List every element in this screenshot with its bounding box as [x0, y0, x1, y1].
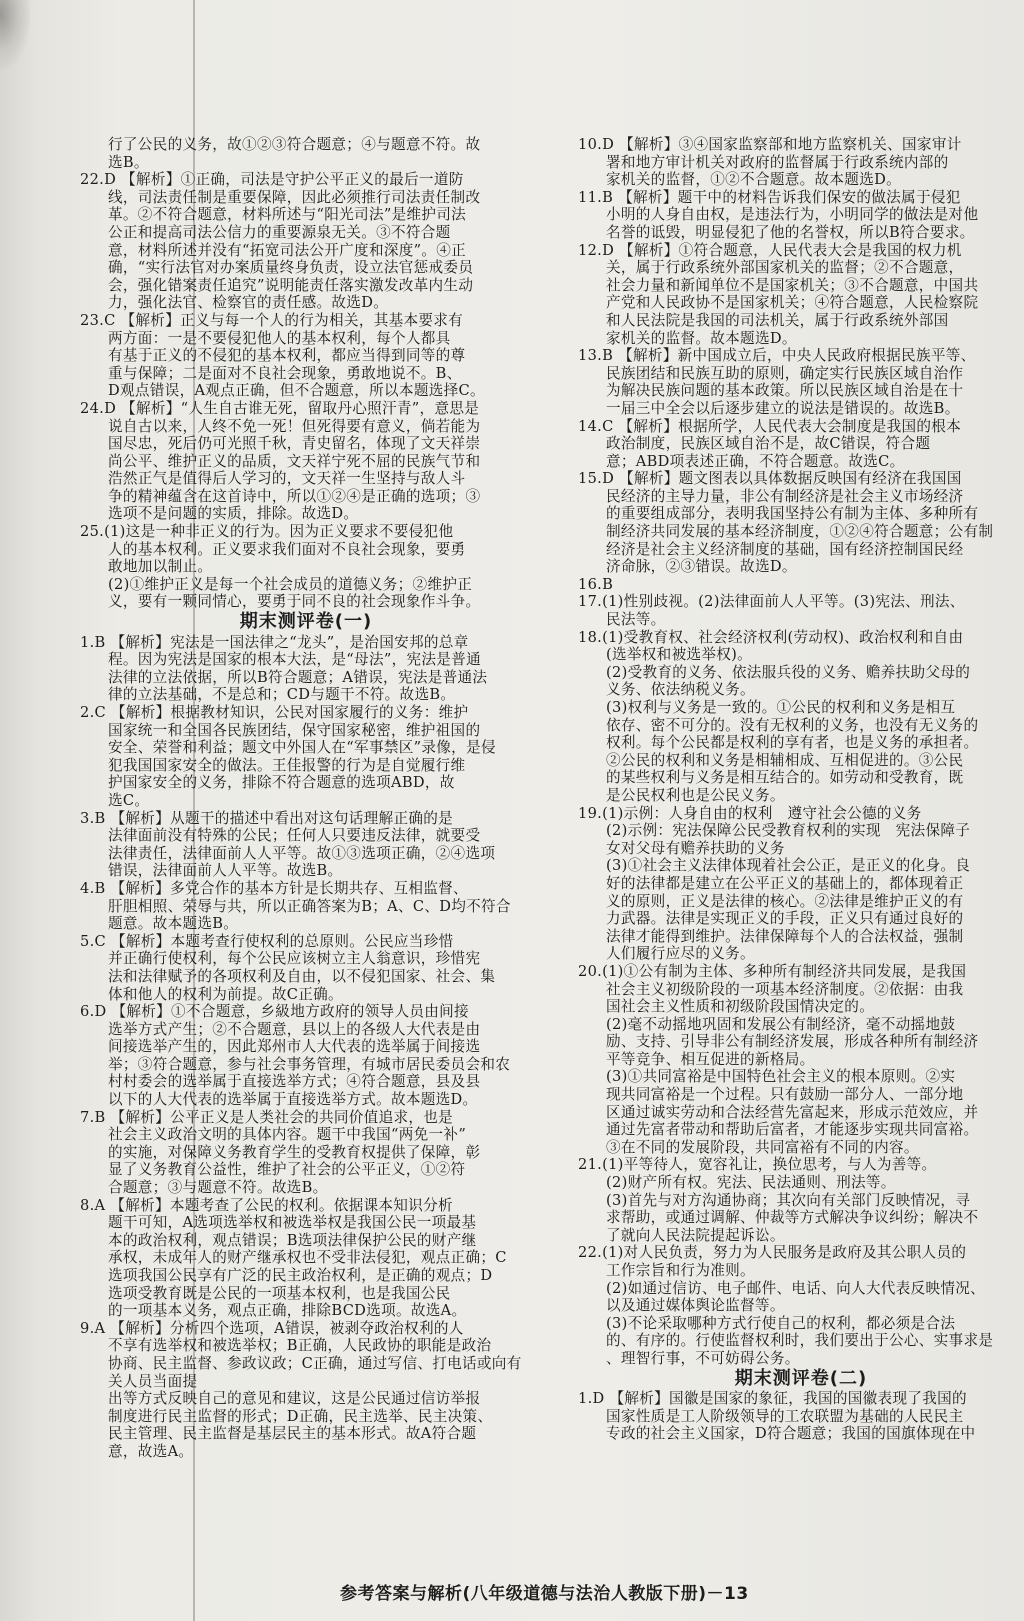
answer-line: 选C。	[108, 791, 150, 809]
answer-line: 两方面：一是不要侵犯他人的基本权利，每个人都具	[108, 329, 451, 347]
answer-line: 21.(1)平等待人，宽容礼让，换位思考，与人为善等。	[578, 1156, 937, 1174]
answer-line: 有基于正义的不侵犯的基本权利，都应当得到同等的尊	[108, 347, 466, 365]
answer-line: 22.(1)对人民负责，努力为人民服务是政府及其公职人员的	[578, 1244, 967, 1262]
answer-line: 18.(1)受教育权、社会经济权利(劳动权)、政治权利和自由	[578, 628, 964, 646]
page-footer: 参考答案与解析(八年级道德与法治人教版下册)－13	[340, 1584, 749, 1604]
answer-line: 革。②不符合题意，材料所述与“阳光司法”是维护司法	[108, 206, 467, 224]
answer-line: 7.B 【解析】公平正义是人类社会的共同价值追求，也是	[80, 1108, 454, 1126]
answer-line: 律的立法基础，不是总和；CD与题干不符。故选B。	[108, 686, 456, 704]
answer-line: 家机关的监督。故本题选D。	[606, 329, 797, 347]
answer-line: 24.D 【解析】“人生自古谁无死，留取丹心照汗青”，意思是	[80, 399, 480, 417]
answer-line: 工作宗旨和行为准则。	[606, 1262, 755, 1279]
answer-line: 民族团结和民族互助的原则，确定实行民族区域自治作	[606, 364, 964, 382]
answer-line: 肝胆相照、荣辱与共，所以正确答案为B；A、C、D均不符合	[108, 897, 511, 915]
answer-line: (3)权利与义务是一致的。①公民的权利和义务是相互	[606, 699, 956, 716]
answer-line: 依存、密不可分的。没有无权利的义务，也没有无义务的	[606, 716, 979, 734]
answer-line: 错误，法律面前人人平等。故选B。	[108, 862, 343, 880]
answer-line: 题意。故本题选B。	[108, 915, 239, 933]
answer-line: 法律的立法依据，所以B符合题意；A错误，宪法是普通法	[108, 668, 488, 686]
answer-line: 13.B 【解析】新中国成立后，中央人民政府根据民族平等、	[578, 347, 976, 365]
answer-line: 政治制度，民族区域自治不是，故C错误，符合题	[606, 435, 931, 453]
answer-line: 体和他人的权利为前提。故C正确。	[108, 985, 343, 1003]
answer-line: 法和法律赋予的各项权利及自由，以不侵犯国家、社会、集	[108, 967, 496, 985]
answer-line: 的重要组成部分，表明我国坚持公有制为主体、多种所有	[606, 505, 979, 523]
answer-line: D观点错误，A观点正确，但不合题意，所以本题选择C。	[108, 382, 485, 400]
answer-line: 并正确行使权利，每个公民应该树立主人翁意识，珍惜宪	[108, 950, 481, 968]
answer-line: 区通过诚实劳动和合法经营先富起来，形成示范效应，并	[606, 1103, 979, 1121]
answer-line: (选举权和被选举权)。	[606, 646, 753, 664]
answer-line: ②公民的权利和义务是相辅相成、互相促进的。③公民	[606, 751, 964, 769]
answer-line: 说自古以来，人终不免一死！但死得要有意义，倘若能为	[108, 417, 481, 435]
answer-line: 社会力量和新闻单位不是国家机关；③不合题意，中国共	[606, 276, 979, 294]
answer-line: 女对父母有赡养扶助的义务	[606, 839, 785, 857]
answer-line: 15.D 【解析】题文图表以具体数据反映国有经济在我国国	[578, 470, 962, 488]
answer-line: (3)①共同富裕是中国特色社会主义的根本原则。②实	[606, 1068, 956, 1086]
answer-line: 现共同富裕是一个过程。只有鼓励一部分人、一部分地	[606, 1086, 964, 1104]
answer-line: 护国家安全的义务，排除不符合题意的选项ABD，故	[108, 774, 455, 792]
answer-line: 求帮助，或通过调解、仲裁等方式解决争议纠纷；解决不	[606, 1209, 979, 1227]
answer-line: ③在不同的发展阶段，共同富裕有不同的内容。	[606, 1138, 919, 1156]
answer-line: 间接选举产生的，因此郑州市人大代表的选举属于间接选	[108, 1038, 481, 1056]
answer-line: 力武器。法律是实现正义的手段，正义只有通过良好的	[606, 910, 964, 928]
answer-line: 3.B 【解析】从题干的描述中看出对这句话理解正确的是	[80, 809, 454, 827]
answer-line: 5.C 【解析】本题考查行使权利的总原则。公民应当珍惜	[80, 932, 454, 950]
answer-line: 2.C 【解析】根据教材知识，公民对国家履行的义务：维护	[80, 704, 469, 721]
answer-line: (2)毫不动摇地巩固和发展公有制经济，毫不动摇地鼓	[606, 1015, 956, 1033]
answer-line: 经济是社会主义经济制度的基础，国有经济控制国民经	[606, 540, 964, 558]
answer-line: 6.D 【解析】①不合题意，乡級地方政府的领导人员由间接	[80, 1003, 469, 1021]
answer-line: (2)如通过信访、电子邮件、电话、向人大代表反映情况、	[606, 1279, 986, 1297]
answer-line: 人的基本权利。正义要求我们面对不良社会现象，要勇	[108, 540, 466, 558]
answer-line: 选项我国公民享有广泛的民主政治权利，是正确的观点；D	[108, 1267, 493, 1284]
answer-line: 20.(1)①公有制为主体、多种所有制经济共同发展，是我国	[578, 962, 967, 980]
answer-line: 国家性质是工人阶级领导的工农联盟为基础的人民民主	[606, 1407, 964, 1425]
answer-line: 民经济的主导力量，非公有制经济是社会主义市场经济	[606, 487, 964, 505]
answer-line: 义务、依法纳税义务。	[606, 681, 755, 699]
answer-line: 11.B 【解析】题干中的材料告诉我们保安的做法属于侵犯	[578, 188, 961, 206]
answer-line: 选项不是问题的实质，排除。故选D。	[108, 505, 359, 523]
answer-line: (2)①维护正义是每一个社会成员的道德义务；②维护正	[108, 575, 473, 593]
page-corner-shadow	[0, 0, 30, 70]
answer-line: 署和地方审计机关对政府的监督属于行政系统内部的	[606, 153, 949, 171]
left-answer-column	[80, 136, 532, 1461]
answer-line: (2)财产所有权。宪法、民法通则、刑法等。	[606, 1174, 896, 1192]
answer-line: 的某些权利与义务是相互结合的。如劳动和受教育，既	[606, 769, 964, 787]
answer-line: (3)不论采取哪种方式行使自己的权利，都必须是合法	[606, 1314, 956, 1332]
answer-line: 励、支持、引导非公有制经济发展，形成各种所有制经济	[606, 1033, 979, 1051]
answer-line: 通过先富者带动和帮助后富者，才能逐步实现共同富裕。	[606, 1121, 979, 1139]
answer-line: 一届三中全会以后逐步建立的说法是错误的。故选B。	[606, 399, 960, 417]
answer-line: 法律责任，法律面前人人平等。故①③选项正确，②④选项	[108, 844, 496, 862]
answer-line: 了就向人民法院提起诉讼。	[606, 1226, 785, 1244]
answer-line: 社会主义政治文明的具体内容。题干中我国“两免一补”	[108, 1126, 467, 1144]
answer-line: 民主管理、民主监督是基层民主的基本形式。故A符合题	[108, 1425, 477, 1443]
answer-line: 人们履行应尽的义务。	[606, 945, 755, 963]
answer-line: (2)受教育的义务、依法服兵役的义务、赡养扶助父母的	[606, 663, 971, 681]
answer-line: 出等方式反映自己的意见和建议，这是公民通过信访举报	[108, 1390, 481, 1408]
answer-line: 敢地加以制止。	[108, 558, 213, 576]
answer-line: 意；ABD项表述正确，不符合题意。故选C。	[606, 452, 905, 470]
answer-line: 村村委会的选举属于直接选举方式；④符合题意，县及县	[108, 1073, 481, 1091]
answer-line: 安全、荣誉和利益；题文中外国人在“军事禁区”录像，是侵	[108, 739, 496, 757]
answer-line: 好的法律都是建立在公平正义的基础上的，都体现着正	[606, 874, 964, 892]
answer-line: 8.A 【解析】本题考查了公民的权利。依据课本知识分析	[80, 1196, 453, 1214]
answer-line: 合题意；③与题意不符。故选B。	[108, 1179, 328, 1197]
answer-line: 民法等。	[606, 611, 666, 629]
answer-line: 公正和提高司法公信力的重要源泉无关。③不符合题	[108, 223, 451, 241]
answer-line: 社会主义初级阶段的一项基本经济制度。②依据：由我	[606, 980, 964, 998]
answer-line: 小明的人身自由权，是违法行为，小明同学的做法是对他	[606, 206, 979, 224]
answer-line: 制经济共同发展的基本经济制度，①②④符合题意；公有制	[606, 523, 994, 541]
answer-line: 法律才能得到维护。法律保障每个人的合法权益，强制	[606, 927, 964, 945]
answer-line: 10.D 【解析】③④国家监察部和地方监察机关、国家审计	[578, 136, 962, 153]
answer-line: 17.(1)性别歧视。(2)法律面前人人平等。(3)宪法、刑法、	[578, 593, 965, 611]
answer-line: 不享有选举权和被选举权；B正确，人民政协的职能是政治	[108, 1337, 492, 1355]
answer-line: 线，司法责任制是重要保障，因此必须推行司法责任制改	[108, 188, 481, 206]
answer-line: 和人民法院是我国的司法机关，属于行政系统外部国	[606, 311, 949, 329]
answer-line: 14.C 【解析】根据所学，人民代表大会制度是我国的根本	[578, 417, 962, 435]
answer-line: 题干可知，A选项选举权和被选举权是我国公民一项最基	[108, 1214, 477, 1232]
answer-line: (2)示例：宪法保障公民受教育权利的实现 宪法保障子	[606, 822, 971, 840]
answer-line: (3)首先与对方沟通协商；其次向有关部门反映情况，寻	[606, 1191, 971, 1209]
answer-line: 行了公民的义务，故①②③符合题意；④与题意不符。故	[108, 136, 481, 153]
answer-line: 确，“实行法官对办案质量终身负责，设立法官惩戒委员	[108, 259, 474, 277]
answer-line: 9.A 【解析】分析四个选项，A错误，被剥夺政治权利的人	[80, 1319, 464, 1337]
answer-line: 国尽忠，死后仍可光照千秋，青史留名，体现了文天祥崇	[108, 435, 481, 453]
answer-line: 选B。	[108, 153, 149, 171]
answer-line: 争的精神蕴含在这首诗中，所以①②④是正确的选项；③	[108, 487, 481, 505]
answer-line: 、理智行事，不可妨碍公务。	[606, 1349, 800, 1367]
answer-line: 关，属于行政系统外部国家机关的监督；②不合题意，	[606, 259, 964, 277]
section-title: 期末测评卷(一)	[239, 611, 373, 633]
answer-line: 国家统一和全国各民族团结，保守国家秘密，维护祖国的	[108, 721, 481, 739]
answer-line: 专政的社会主义国家，D符合题意；我国的国旗体现在中	[606, 1425, 976, 1443]
answer-line: 意，材料所述并没有“拓宽司法公开广度和深度”。④正	[108, 241, 467, 259]
answer-line: 义，要有一颗同情心，要勇于同不良的社会现象作斗争。	[108, 593, 481, 611]
answer-line: 产党和人民政协不是国家机关；④符合题意，人民检察院	[606, 294, 979, 312]
answer-line: 承权，未成年人的财产继承权也不受非法侵犯，观点正确；C	[108, 1249, 507, 1267]
answer-line: 名誉的诋毁，明显侵犯了他的名誉权，所以B符合要求。	[606, 223, 975, 241]
answer-line: 浩然正气是值得后人学习的，文天祥一生坚持与敌人斗	[108, 470, 466, 488]
answer-line: 22.D 【解析】①正确，司法是守护公平正义的最后一道防	[80, 171, 464, 189]
answer-line: 以下的人大代表的选举属于直接选举方式。故本题选D。	[108, 1091, 478, 1109]
answer-line: 以及通过媒体舆论监督等。	[606, 1297, 785, 1315]
answer-line: 选举方式产生；②不合题意，县以上的各级人大代表是由	[108, 1020, 481, 1038]
answer-line: 16.B	[578, 575, 614, 593]
answer-line: 力，强化法官、检察官的责任感。故选D。	[108, 294, 389, 312]
answer-line: 为解决民族问题的基本政策。所以民族区域自治是在十	[606, 382, 964, 400]
answer-line: 国社会主义性质和初级阶段国情决定的。	[606, 998, 875, 1016]
answer-line: 的一项基本义务，观点正确，排除BCD选项。故选A。	[108, 1302, 467, 1320]
answer-line: 济命脉，②③错误。故选D。	[606, 558, 797, 576]
answer-line: 平等竞争、相互促进的新格局。	[606, 1050, 815, 1068]
answer-line: 权利。每个公民都是权利的享有者，也是义务的承担者。	[606, 734, 979, 752]
answer-line: 制度进行民主监督的形式；D正确，民主选举、民主决策、	[108, 1407, 493, 1425]
answer-line: (3)①社会主义法律体现着社会公正，是正义的化身。良	[606, 857, 971, 875]
answer-line: 法律面前没有特殊的公民；任何人只要违反法律，就要受	[108, 827, 481, 845]
answer-line: 义的原则，正义是法律的核心。②法律是维护正义的有	[606, 892, 964, 910]
answer-line: 的实施，对保障义务教育学生的受教育权提供了保障，彰	[108, 1143, 481, 1161]
answer-line: 犯我国国家安全的做法。王佳报警的行为是自觉履行维	[108, 756, 466, 774]
answer-line: 重与保障；二是面对不良社会现象，勇敢地说不。B、	[108, 364, 462, 382]
answer-line: 1.B 【解析】宪法是一国法律之“龙头”，是治国安邦的总章	[80, 633, 469, 651]
answer-line: 家机关的监督，①②不合题意。故本题选D。	[606, 171, 901, 189]
answer-line: 19.(1)示例：人身自由的权利 遵守社会公德的义务	[578, 804, 922, 822]
answer-line: 协商、民主监督、参政议政；C正确，通过写信、打电话或向有关人员当面提	[108, 1354, 522, 1390]
answer-line: 4.B 【解析】多党合作的基本方针是长期共存、互相监督、	[80, 879, 468, 897]
answer-line: 是公民权利也是公民义务。	[606, 786, 785, 804]
answer-line: 尚公平、维护正义的品质，文天祥宁死不屈的民族气节和	[108, 452, 481, 470]
answer-line: 的、有序的。行使监督权利时，我们要出于公心、实事求是	[606, 1332, 994, 1350]
answer-line: 12.D 【解析】①符合题意，人民代表大会是我国的权力机	[578, 241, 962, 259]
answer-line: 选项受教育既是公民的一项基本权利，也是我国公民	[108, 1284, 451, 1302]
answer-line: 举；③符合题意，参与社会事务管理，有城市居民委员会和农	[108, 1055, 511, 1073]
answer-line: 程。因为宪法是国家的根本大法，是“母法”，宪法是普通	[108, 651, 481, 669]
right-answer-column	[578, 136, 1024, 1443]
answer-line: 23.C 【解析】正义与每一个人的行为相关，其基本要求有	[80, 311, 464, 329]
answer-line: 显了义务教育公益性，维护了社会的公平正义，①②符	[108, 1161, 466, 1179]
section-title: 期末测评卷(二)	[734, 1367, 868, 1389]
answer-line: 会，强化错案责任追究”说明能责任落实激发改革内生动	[108, 276, 474, 294]
answer-line: 意，故选A。	[108, 1442, 194, 1460]
answer-line: 1.D 【解析】国徽是国家的象征，我国的国徽表现了我国的	[578, 1390, 967, 1408]
answer-line: 25.(1)这是一种非正义的行为。因为正义要求不要侵犯他	[80, 523, 454, 541]
answer-line: 本的政治权利，观点错误；B选项法律保护公民的财产继	[108, 1231, 477, 1249]
